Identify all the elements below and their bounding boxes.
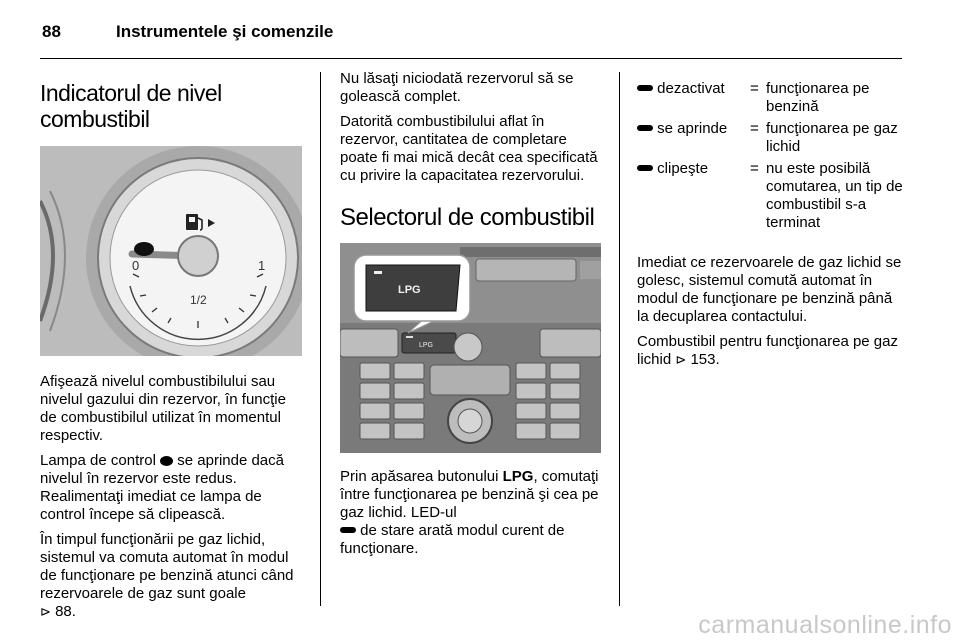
fuel-control-lamp-icon [134,242,154,256]
column-2 [340,70,606,565]
equals-sign: = [750,160,759,177]
fuel-gauge-illustration [40,146,302,356]
watermark: carmanualsonline.info [698,611,952,639]
lpg-button-label: LPG [419,342,434,349]
equals-sign: = [750,120,759,137]
column-1 [40,70,306,629]
section-heading-fuel-selector: Selectorul de combustibil [340,204,595,231]
lpg-term: LPG [502,468,534,485]
led-state: clipeşte [657,160,709,177]
table-row [637,160,903,236]
header-rule [40,58,902,59]
control-lamp-text-b: se aprinde dacă nivelul în rezervor este redus. Realimentaţi imediat ce lampa de control începe să clipească. [40,452,284,523]
status-led-icon [340,527,356,533]
selector-text-d: de stare arată modul curent de funcţionare. [340,522,565,557]
reference-arrow-icon: ⊳ [40,605,51,620]
fuel-gauge-paragraph-3 [40,531,306,622]
tank-capacity-paragraph: Datorită combustibilului aflat în rezervor, cantitatea de completare poate fi mai mică decât cea specificată cu privire la capacitatea rezervorului. [340,113,598,184]
page-reference-link[interactable]: 153. [690,351,720,368]
page-header [42,22,333,42]
reference-arrow-icon: ⊳ [675,353,687,368]
selector-text-a: Prin apăsarea butonului [340,468,499,485]
lpg-callout-label: LPG [398,284,421,296]
lpg-auto-switch-text: În timpul funcţionării pe gaz lichid, sistemul va comuta automat în modul de funcţionare pe benzină atunci când rezervoarele de gaz sunt goale [40,531,294,602]
led-state: se aprinde [657,120,728,137]
fuel-control-lamp-icon [160,456,173,466]
column-3 [637,70,903,377]
gauge-label-full: 1 [258,258,266,273]
status-led-icon [637,85,653,91]
status-led-icon [406,336,413,338]
led-description: nu este posibilă comutarea, un tip de combustibil s-a terminat [766,160,903,231]
auto-switch-paragraph: Imediat ce rezervoarele de gaz lichid se golesc, sistemul comută automat în modul de funcţionare pe benzină până la decuplarea contactului. [637,254,902,325]
fuel-gauge-paragraph-1: Afişează nivelul combustibilului sau nivelul gazului din rezervor, în funcţie de combustibilul utilizat în momentul respectiv. [40,373,286,444]
fuel-selector-illustration [340,243,601,453]
lpg-fuel-text: Combustibil pentru funcţionarea pe gaz lichid [637,333,898,368]
lpg-fuel-paragraph [637,333,903,370]
selector-text-c: , comutaţi între funcţionarea pe benzină şi cea pe gaz lichid. LED-ul [340,468,599,521]
chapter-title: Instrumentele şi comenzile [116,22,334,41]
page-number: 88 [42,22,61,41]
status-led-icon [637,165,653,171]
column-divider [619,72,620,606]
page-reference-link[interactable]: 88. [55,603,76,620]
gauge-label-empty: 0 [132,258,140,273]
table-row [637,120,903,160]
gauge-label-half: 1/2 [190,293,207,307]
table-row [637,80,903,120]
control-lamp-text-a: Lampa de control [40,452,156,469]
gauge-hub [178,236,218,276]
status-led-icon [374,271,382,274]
fuel-gauge-paragraph-2 [40,452,306,524]
equals-sign: = [750,80,759,97]
column-divider [320,72,321,606]
fuel-selector-paragraph [340,468,606,558]
led-status-table [637,80,903,236]
led-description: funcţionarea pe benzină [766,80,870,115]
led-description: funcţionarea pe gaz lichid [766,120,898,155]
section-heading-fuel-gauge: Indicatorul de nivel combustibil [40,80,222,132]
led-state: dezactivat [657,80,725,97]
control-knob-top [454,333,482,361]
tank-warning-paragraph: Nu lăsaţi niciodată rezervorul să se golească complet. [340,70,574,105]
status-led-icon [637,125,653,131]
